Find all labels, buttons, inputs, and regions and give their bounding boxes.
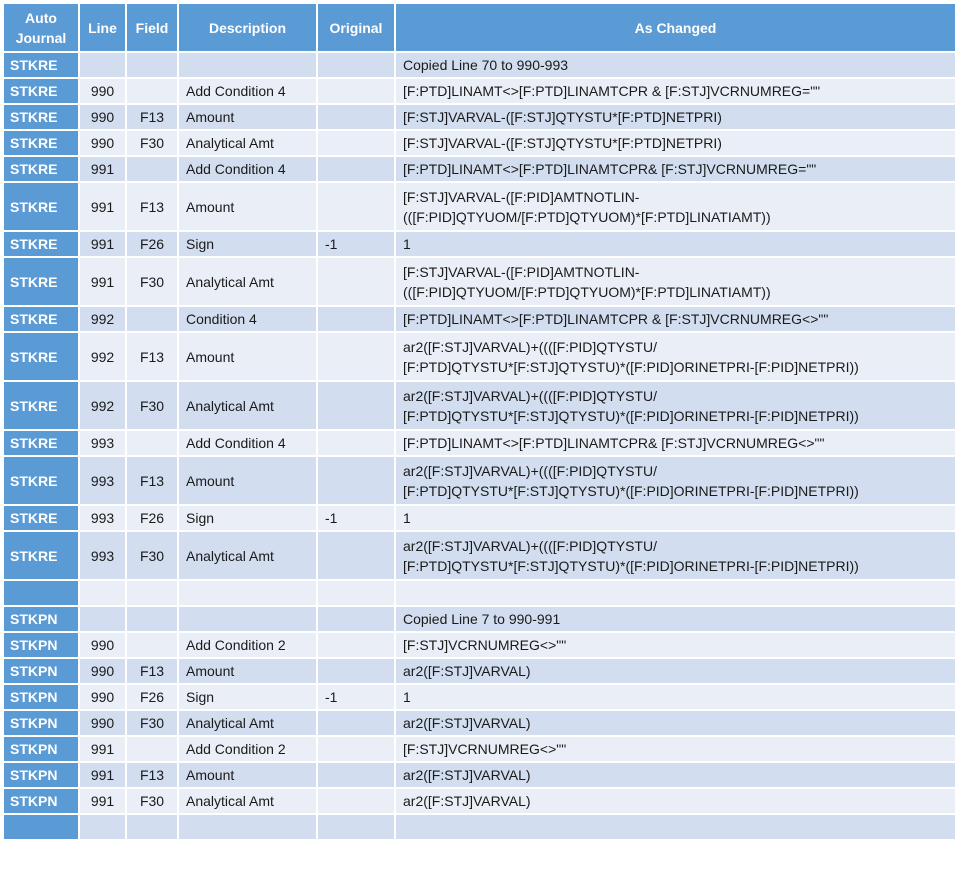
as-changed-line: [F:PTD]LINAMT<>[F:PTD]LINAMTCPR & [F:STJ]VCRNUMREG<>"" [403,311,829,327]
line-cell: 991 [80,232,125,256]
auto-journal-cell [4,581,78,605]
table-row [4,633,955,657]
description-cell: Analytical Amt [179,382,316,429]
as-changed-cell [396,79,955,103]
table-row [4,607,955,631]
line-cell: 992 [80,382,125,429]
description-cell: Add Condition 2 [179,737,316,761]
field-cell [127,737,177,761]
original-cell [318,79,394,103]
line-cell: 992 [80,307,125,331]
description-cell: Analytical Amt [179,532,316,579]
auto-journal-cell: STKRE [4,307,78,331]
line-cell: 991 [80,789,125,813]
auto-journal-table [2,2,957,841]
description-cell: Amount [179,763,316,787]
table-row [4,307,955,331]
as-changed-cell [396,53,955,77]
line-cell: 993 [80,457,125,504]
original-cell [318,532,394,579]
original-cell [318,763,394,787]
auto-journal-cell: STKRE [4,457,78,504]
table-row [4,685,955,709]
as-changed-cell [396,258,955,305]
line-cell: 992 [80,333,125,380]
table-row [4,815,955,839]
as-changed-line: [F:PTD]QTYSTU*[F:STJ]QTYSTU)*([F:PID]ORINETPRI-[F:PID]NETPRI)) [403,358,859,375]
description-cell: Add Condition 4 [179,431,316,455]
as-changed-line: [F:STJ]VCRNUMREG<>"" [403,741,567,757]
description-cell: Add Condition 4 [179,79,316,103]
table-row [4,763,955,787]
as-changed-line: [F:STJ]VARVAL-([F:STJ]QTYSTU*[F:PTD]NETPRI) [403,135,722,151]
field-cell [127,581,177,605]
auto-journal-cell: STKPN [4,711,78,735]
line-cell: 990 [80,685,125,709]
as-changed-cell [396,607,955,631]
as-changed-cell [396,711,955,735]
description-cell: Analytical Amt [179,131,316,155]
original-cell [318,183,394,230]
as-changed-cell [396,789,955,813]
original-cell [318,737,394,761]
description-cell [179,581,316,605]
auto-journal-cell: STKRE [4,183,78,230]
description-cell: Sign [179,506,316,530]
auto-journal-cell: STKRE [4,53,78,77]
as-changed-line: ar2([F:STJ]VARVAL) [403,793,531,809]
header-line: Line [80,4,125,51]
description-cell [179,53,316,77]
header-original: Original [318,4,394,51]
as-changed-cell [396,457,955,504]
original-cell [318,258,394,305]
table-row [4,183,955,230]
as-changed-line: [F:PTD]LINAMT<>[F:PTD]LINAMTCPR& [F:STJ]VCRNUMREG="" [403,161,817,177]
original-cell [318,581,394,605]
table-row [4,737,955,761]
line-cell: 991 [80,763,125,787]
as-changed-cell [396,532,955,579]
table-row [4,157,955,181]
table-row [4,258,955,305]
field-cell [127,79,177,103]
as-changed-line: [F:STJ]VARVAL-([F:STJ]QTYSTU*[F:PTD]NETPRI) [403,109,722,125]
as-changed-cell [396,815,955,839]
as-changed-line: ar2([F:STJ]VARVAL) [403,767,531,783]
as-changed-cell [396,105,955,129]
table-row [4,581,955,605]
as-changed-line: Copied Line 7 to 990-991 [403,611,561,627]
as-changed-line: [F:STJ]VARVAL-([F:PID]AMTNOTLIN- [403,263,640,280]
line-cell: 993 [80,431,125,455]
line-cell [80,53,125,77]
as-changed-cell [396,131,955,155]
as-changed-line: [F:STJ]VARVAL-([F:PID]AMTNOTLIN- [403,188,640,205]
table-row [4,789,955,813]
description-cell: Add Condition 4 [179,157,316,181]
line-cell: 991 [80,258,125,305]
original-cell [318,659,394,683]
as-changed-cell [396,431,955,455]
auto-journal-cell: STKPN [4,633,78,657]
auto-journal-cell: STKRE [4,532,78,579]
as-changed-line: [F:PTD]QTYSTU*[F:STJ]QTYSTU)*([F:PID]ORINETPRI-[F:PID]NETPRI)) [403,482,859,499]
table-row [4,333,955,380]
description-cell: Add Condition 2 [179,633,316,657]
field-cell: F30 [127,258,177,305]
field-cell [127,815,177,839]
field-cell [127,607,177,631]
field-cell [127,431,177,455]
line-cell: 990 [80,131,125,155]
as-changed-cell [396,232,955,256]
as-changed-cell [396,737,955,761]
line-cell [80,581,125,605]
table-row [4,431,955,455]
original-cell [318,815,394,839]
as-changed-line: ar2([F:STJ]VARVAL) [403,663,531,679]
as-changed-cell [396,763,955,787]
description-cell: Amount [179,333,316,380]
line-cell: 990 [80,633,125,657]
auto-journal-cell: STKRE [4,431,78,455]
original-cell [318,131,394,155]
header-description: Description [179,4,316,51]
description-cell [179,815,316,839]
as-changed-line: ar2([F:STJ]VARVAL) [403,715,531,731]
field-cell [127,307,177,331]
auto-journal-cell: STKRE [4,232,78,256]
table-row [4,711,955,735]
field-cell: F13 [127,105,177,129]
field-cell: F30 [127,711,177,735]
as-changed-line: [F:PTD]LINAMT<>[F:PTD]LINAMTCPR& [F:STJ]VCRNUMREG<>"" [403,435,825,451]
line-cell: 990 [80,659,125,683]
field-cell [127,157,177,181]
field-cell: F13 [127,183,177,230]
description-cell: Amount [179,105,316,129]
auto-journal-cell: STKRE [4,157,78,181]
table-row [4,506,955,530]
line-cell [80,607,125,631]
field-cell: F30 [127,382,177,429]
header-as-changed: As Changed [396,4,955,51]
auto-journal-cell: STKRE [4,333,78,380]
table-row [4,53,955,77]
field-cell: F26 [127,506,177,530]
as-changed-cell [396,581,955,605]
original-cell [318,607,394,631]
table-row [4,79,955,103]
field-cell: F13 [127,457,177,504]
table-row [4,232,955,256]
description-cell [179,607,316,631]
line-cell: 990 [80,711,125,735]
auto-journal-cell: STKRE [4,258,78,305]
original-cell [318,157,394,181]
as-changed-line: [F:PTD]QTYSTU*[F:STJ]QTYSTU)*([F:PID]ORINETPRI-[F:PID]NETPRI)) [403,557,859,574]
line-cell: 993 [80,532,125,579]
as-changed-line: [F:STJ]VCRNUMREG<>"" [403,637,567,653]
as-changed-line: ar2([F:STJ]VARVAL)+((([F:PID]QTYSTU/ [403,462,657,479]
description-cell: Condition 4 [179,307,316,331]
as-changed-line: ar2([F:STJ]VARVAL)+((([F:PID]QTYSTU/ [403,537,657,554]
auto-journal-cell: STKRE [4,382,78,429]
auto-journal-cell: STKPN [4,737,78,761]
description-cell: Analytical Amt [179,258,316,305]
as-changed-cell [396,382,955,429]
auto-journal-cell: STKPN [4,607,78,631]
line-cell: 990 [80,79,125,103]
field-cell: F26 [127,232,177,256]
field-cell: F30 [127,789,177,813]
original-cell: -1 [318,506,394,530]
original-cell [318,789,394,813]
as-changed-cell [396,633,955,657]
original-cell [318,307,394,331]
field-cell: F13 [127,763,177,787]
table-row [4,382,955,429]
table-row [4,105,955,129]
line-cell: 991 [80,157,125,181]
auto-journal-cell [4,815,78,839]
description-cell: Analytical Amt [179,711,316,735]
auto-journal-cell: STKPN [4,685,78,709]
header-field: Field [127,4,177,51]
original-cell [318,53,394,77]
header-row [4,4,955,51]
as-changed-cell [396,183,955,230]
original-cell [318,457,394,504]
field-cell: F13 [127,659,177,683]
as-changed-cell [396,659,955,683]
auto-journal-cell: STKPN [4,659,78,683]
original-cell: -1 [318,232,394,256]
auto-journal-cell: STKRE [4,131,78,155]
table-row [4,659,955,683]
original-cell [318,633,394,657]
as-changed-cell [396,506,955,530]
original-cell [318,333,394,380]
as-changed-cell [396,333,955,380]
auto-journal-cell: STKPN [4,789,78,813]
as-changed-line: 1 [403,510,411,526]
field-cell: F13 [127,333,177,380]
line-cell: 990 [80,105,125,129]
as-changed-line: [F:PTD]LINAMT<>[F:PTD]LINAMTCPR & [F:STJ]VCRNUMREG="" [403,83,821,99]
description-cell: Amount [179,659,316,683]
field-cell [127,633,177,657]
description-cell: Amount [179,183,316,230]
line-cell: 991 [80,183,125,230]
line-cell [80,815,125,839]
table-row [4,131,955,155]
description-cell: Sign [179,685,316,709]
line-cell: 993 [80,506,125,530]
as-changed-cell [396,685,955,709]
as-changed-line: Copied Line 70 to 990-993 [403,57,569,73]
field-cell: F30 [127,131,177,155]
as-changed-line: [F:PTD]QTYSTU*[F:STJ]QTYSTU)*([F:PID]ORINETPRI-[F:PID]NETPRI)) [403,407,859,424]
original-cell [318,431,394,455]
field-cell: F26 [127,685,177,709]
table-body [4,53,955,839]
original-cell [318,105,394,129]
auto-journal-cell: STKRE [4,506,78,530]
auto-journal-cell: STKPN [4,763,78,787]
as-changed-cell [396,157,955,181]
as-changed-line: 1 [403,236,411,252]
line-cell: 991 [80,737,125,761]
original-cell [318,711,394,735]
as-changed-line: (([F:PID]QTYUOM/[F:PTD]QTYUOM)*[F:PTD]LINATIAMT)) [403,208,771,225]
auto-journal-cell: STKRE [4,105,78,129]
as-changed-cell [396,307,955,331]
field-cell: F30 [127,532,177,579]
original-cell [318,382,394,429]
table-row [4,532,955,579]
table-row [4,457,955,504]
header-auto-journal: Auto Journal [4,4,78,51]
field-cell [127,53,177,77]
as-changed-line: ar2([F:STJ]VARVAL)+((([F:PID]QTYSTU/ [403,338,657,355]
as-changed-line: ar2([F:STJ]VARVAL)+((([F:PID]QTYSTU/ [403,387,657,404]
description-cell: Sign [179,232,316,256]
description-cell: Analytical Amt [179,789,316,813]
as-changed-line: (([F:PID]QTYUOM/[F:PTD]QTYUOM)*[F:PTD]LINATIAMT)) [403,283,771,300]
auto-journal-cell: STKRE [4,79,78,103]
as-changed-line: 1 [403,689,411,705]
description-cell: Amount [179,457,316,504]
original-cell: -1 [318,685,394,709]
